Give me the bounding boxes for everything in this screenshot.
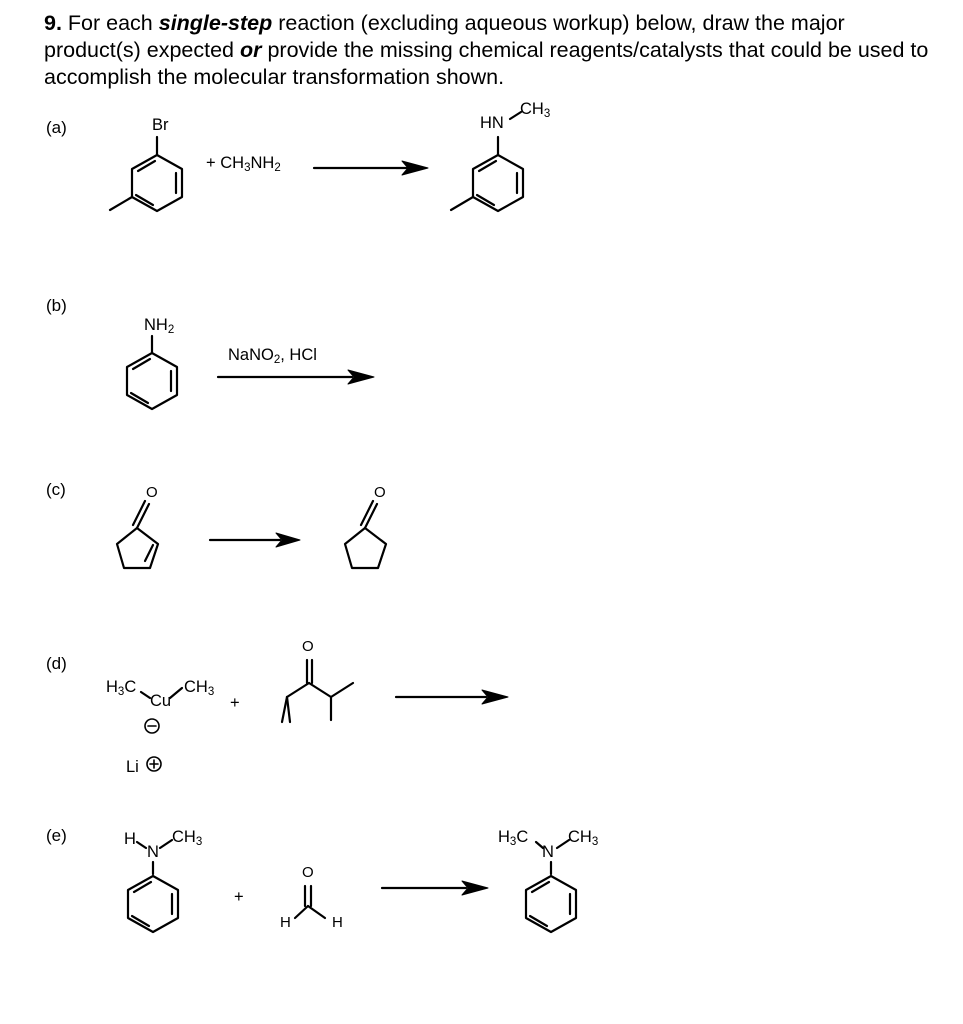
part-e-product [526, 840, 576, 932]
part-e-product-ch3: $CH_3$ [568, 828, 599, 848]
part-b-label: (b) [46, 296, 67, 315]
part-d-lithium: Li [126, 758, 139, 776]
part-e-h: H [124, 830, 136, 848]
part-c-arrow [210, 533, 300, 547]
part-d-copper: Cu [150, 692, 172, 710]
part-e-oxygen: O [302, 864, 314, 881]
part-d-positive-charge-icon [147, 757, 161, 771]
part-a-arrow [314, 161, 428, 175]
part-e-ch3: $CH_3$ [172, 828, 203, 848]
part-c-oxygen-left: O [146, 484, 158, 501]
part-e-n: N [147, 843, 159, 861]
part-d-negative-charge-icon [145, 719, 159, 733]
part-e-ald-h-right: H [332, 914, 343, 931]
part-d-plus: + [230, 694, 240, 712]
part-a-reagent: + $CH_3NH_2$ [206, 154, 281, 174]
part-b-benzene-ring [127, 336, 177, 409]
part-c-label: (c) [46, 480, 66, 499]
part-b-arrow [218, 370, 374, 384]
part-a-product-ring [451, 112, 523, 211]
part-e-product-h3c: $H_3C$ [498, 828, 529, 848]
part-d-cuprate-bonds [141, 688, 182, 698]
part-b-amine-label: $NH_2$ [144, 316, 175, 336]
part-c-oxygen-right: O [374, 484, 386, 501]
part-d-oxygen: O [302, 638, 314, 655]
part-d-label: (d) [46, 654, 67, 673]
part-e-benzene-ring [128, 876, 178, 932]
part-d-ch3: $CH_3$ [184, 678, 215, 698]
part-e-plus: + [234, 888, 244, 906]
emphasis-single-step: single-step [158, 11, 273, 35]
part-c-cyclopentanone [345, 501, 386, 568]
question-text-1: For each [61, 11, 159, 35]
part-e-n-bonds [137, 840, 172, 874]
part-a-label: (a) [46, 118, 67, 137]
part-e-label: (e) [46, 826, 67, 845]
part-a-benzene-ring [110, 137, 182, 211]
part-b-reagent: NaNO$_2$, HCl [228, 346, 317, 366]
emphasis-or: or [240, 38, 262, 62]
part-c-cyclopentenone [117, 501, 158, 568]
question-number: 9. [44, 11, 62, 35]
part-d-h3c: $H_3C$ [106, 678, 137, 698]
part-e-ald-h-left: H [280, 914, 291, 931]
part-d-enone-skeleton [282, 660, 353, 722]
part-e-formaldehyde [295, 886, 325, 918]
part-a-bromine-label: Br [152, 116, 169, 134]
part-a-product-hn: HN [480, 114, 504, 132]
part-d-arrow [396, 690, 508, 704]
part-e-product-n: N [542, 843, 554, 861]
part-a-product-ch3: $CH_3$ [520, 100, 551, 120]
part-e-arrow [382, 881, 488, 895]
question-text-3: provide the missing chemical reagents/catalysts that could be used to accomplish the molecular transformation shown. [44, 38, 929, 89]
question-text-2: reaction (excluding aqueous workup) below, draw the major product(s) expected [44, 11, 845, 62]
